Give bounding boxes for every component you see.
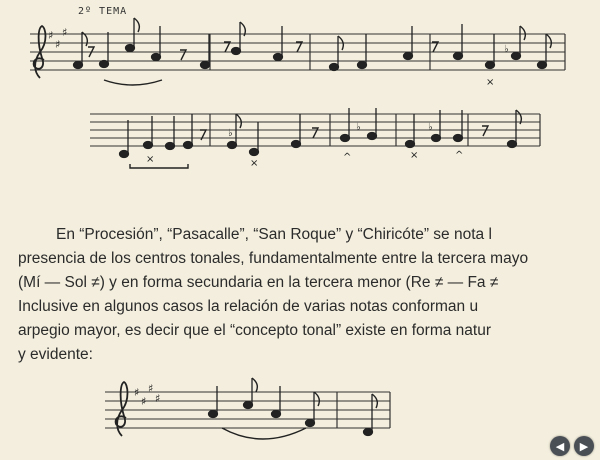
svg-text:♭: ♭: [356, 122, 361, 133]
paragraph-line: presencia de los centros tonales, fundamentalmente entre la tercera mayo: [18, 250, 529, 267]
svg-text:^: ^: [455, 150, 464, 161]
viewer-nav: [550, 436, 594, 456]
chevron-right-icon: ▶: [579, 439, 589, 453]
svg-text:♯: ♯: [134, 386, 140, 399]
paragraph-line: (Mí — Sol ≠) y en forma secundaria en la tercera menor (Re ≠ — Fa ≠: [18, 274, 499, 291]
body-paragraph: [18, 223, 600, 367]
svg-text:×: ×: [486, 77, 495, 88]
chevron-left-icon: ◀: [555, 439, 565, 453]
svg-text:♭: ♭: [504, 44, 509, 55]
paragraph-line: y evidente:: [18, 346, 93, 363]
svg-text:♯: ♯: [48, 29, 54, 42]
svg-text:♯: ♯: [141, 395, 147, 408]
svg-text:×: ×: [146, 154, 155, 165]
paragraph-line: arpegio mayor, es decir que el “concepto tonal” existe en forma natur: [18, 322, 492, 339]
svg-text:♭: ♭: [428, 122, 433, 133]
key-signature-icon: [48, 26, 67, 51]
paragraph-line: Inclusive en algunos casos la relación de varias notas conforman u: [18, 298, 479, 315]
music-staff-1: [0, 12, 600, 92]
svg-text:×: ×: [410, 150, 419, 161]
previous-page-button[interactable]: [550, 436, 570, 456]
next-page-button[interactable]: [574, 436, 594, 456]
music-staff-2: [0, 100, 600, 175]
music-staff-3: [0, 372, 600, 452]
theme-label: 2º TEMA: [78, 6, 128, 17]
svg-text:♯: ♯: [155, 392, 161, 405]
paragraph-line: En “Procesión”, “Pasacalle”, “San Roque” y “Chiricóte” se nota l: [56, 226, 492, 243]
svg-text:×: ×: [250, 158, 259, 169]
svg-text:♭: ♭: [228, 128, 233, 139]
svg-text:♯: ♯: [148, 382, 154, 395]
svg-text:^: ^: [343, 152, 352, 163]
svg-text:♯: ♯: [62, 26, 68, 39]
svg-text:♯: ♯: [55, 38, 61, 51]
